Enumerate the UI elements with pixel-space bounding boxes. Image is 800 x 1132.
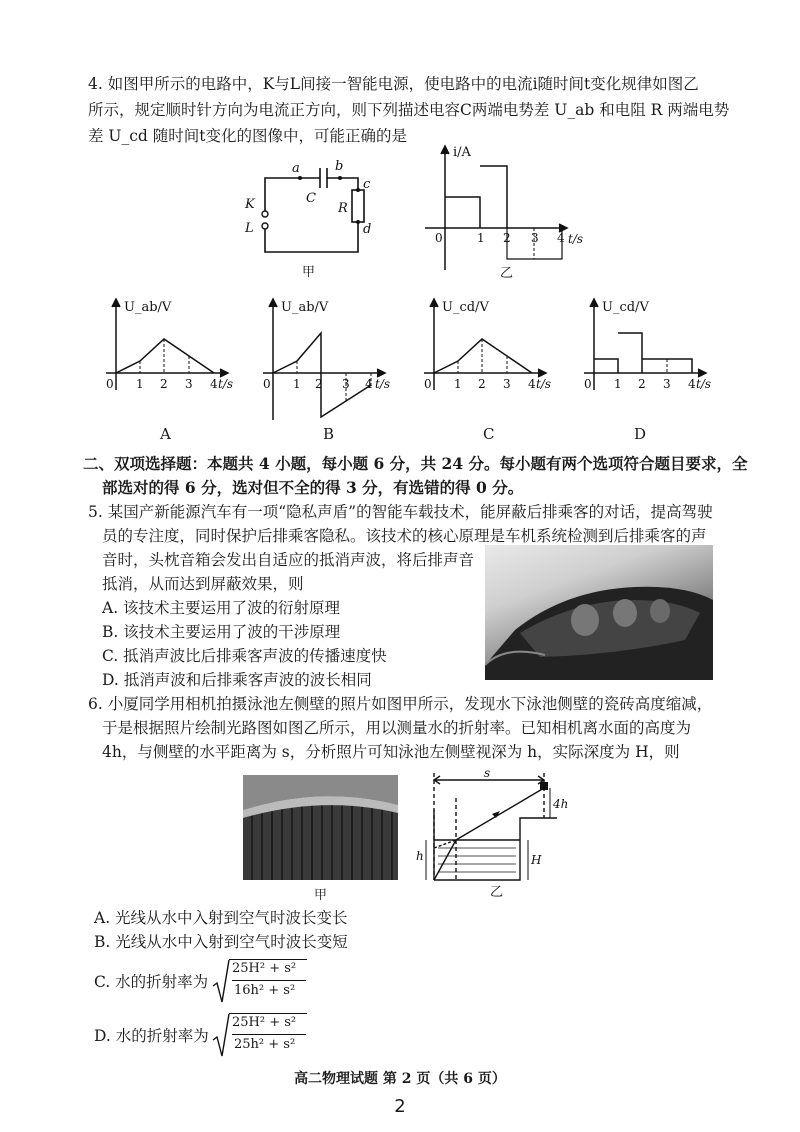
option-d-letter: D <box>634 425 647 443</box>
label-L: L <box>245 221 254 236</box>
q4-line-1: 4. 如图甲所示的电路中，K与L间接一智能电源，使电路中的电流i随时间t变化规律如图乙 <box>88 75 699 93</box>
option-b-letter: B <box>323 425 335 443</box>
option-d-graph <box>576 295 726 395</box>
caption-yi: 乙 <box>500 266 514 280</box>
q6-option-c-prefix: C. 水的折射率为 <box>94 973 209 991</box>
label-s: s <box>484 768 491 780</box>
circuit-diagram <box>230 150 390 280</box>
q5-line-3: 音时，头枕音箱会发出自适应的抵消声波，将后排声音 <box>102 551 475 569</box>
q6-option-d-radical-bar <box>229 1013 307 1014</box>
q5-line-4: 抵消，从而达到屏蔽效果，则 <box>102 575 304 593</box>
q6-line-1: 6. 小厦同学用相机拍摄泳池左侧壁的照片如图甲所示，发现水下泳池侧壁的瓷砖高度缩减， <box>88 695 713 713</box>
label-c: c <box>363 177 371 192</box>
option-d-tick-3: 3 <box>663 377 671 391</box>
q6-option-c-radical-bar <box>229 959 307 960</box>
label-h: h <box>416 849 424 863</box>
diagram-caption: 乙 <box>490 885 504 898</box>
option-a-letter: A <box>160 425 171 443</box>
option-b-tick-0: 0 <box>263 377 271 391</box>
section2-line-2: 部选对的得 6 分，选对但不全的得 3 分，有选错的得 0 分。 <box>102 478 524 497</box>
label-a: a <box>292 161 300 176</box>
option-d-ylabel: U_cd/V <box>602 300 649 315</box>
q6-option-c-numerator: 25H² + s² <box>232 961 297 976</box>
q5-option-b: B. 该技术主要运用了波的干涉原理 <box>102 623 341 641</box>
option-a-xlabel: t/s <box>218 377 234 391</box>
tick-3: 3 <box>531 231 539 245</box>
graph-i-ylabel: i/A <box>453 145 471 160</box>
q5-line-2: 员的专注度，同时保护后排乘客隐私。该技术的核心原理是车机系统检测到后排乘客的声 <box>102 527 707 545</box>
light-path-diagram <box>412 768 582 898</box>
q6-option-c-denominator: 16h² + s² <box>234 983 296 998</box>
sqrt-icon <box>212 958 230 1006</box>
option-b-tick-3: 3 <box>342 377 350 391</box>
option-a-tick-3: 3 <box>185 377 193 391</box>
option-b-tick-1: 1 <box>293 377 301 391</box>
option-c-tick-0: 0 <box>424 377 432 391</box>
option-a-tick-4: 4 <box>210 377 218 391</box>
option-c-letter: C <box>483 425 495 443</box>
option-a-tick-2: 2 <box>160 377 168 391</box>
pool-photo-caption: 甲 <box>314 888 328 903</box>
car-photo <box>485 545 713 680</box>
option-c-xlabel: t/s <box>536 377 552 391</box>
tick-2: 2 <box>503 231 511 245</box>
option-b-ylabel: U_ab/V <box>281 300 329 315</box>
option-c-ylabel: U_cd/V <box>442 300 489 315</box>
option-b-graph <box>255 295 405 425</box>
label-4h: 4h <box>553 797 569 811</box>
option-b-tick-4: 4 <box>365 377 373 391</box>
q6-option-d-fraction-bar <box>232 1034 306 1035</box>
label-capacitor: C <box>306 191 316 206</box>
option-c-graph <box>416 295 566 395</box>
page-footer: 高二物理试题 第 2 页（共 6 页） <box>294 1071 506 1087</box>
q5-option-d: D. 抵消声波和后排乘客声波的波长相同 <box>102 671 372 689</box>
section2-line-1: 二、双项选择题：本题共 4 小题，每小题 6 分，共 24 分。每小题有两个选项符合题目要求，全 <box>83 454 748 473</box>
q6-line-2: 于是根据照片绘制光路图如图乙所示，用以测量水的折射率。已知相机离水面的高度为 <box>102 719 692 737</box>
option-a-tick-0: 0 <box>106 377 114 391</box>
q6-option-c-fraction-bar <box>232 980 306 981</box>
q5-option-a: A. 该技术主要运用了波的衍射原理 <box>102 599 341 617</box>
option-a-tick-1: 1 <box>136 377 144 391</box>
q6-option-d-denominator: 25h² + s² <box>234 1037 296 1052</box>
option-a-graph <box>98 295 248 395</box>
tick-4: 4 <box>557 231 565 245</box>
option-d-tick-0: 0 <box>584 377 592 391</box>
q6-option-a: A. 光线从水中入射到空气时波长变长 <box>94 909 348 927</box>
q4-line-3: 差 U_cd 随时间t变化的图像中，可能正确的是 <box>88 127 408 145</box>
label-K: K <box>245 197 255 212</box>
option-c-tick-2: 2 <box>478 377 486 391</box>
tick-1: 1 <box>477 231 485 245</box>
label-H: H <box>531 853 542 867</box>
option-d-tick-2: 2 <box>638 377 646 391</box>
option-c-tick-1: 1 <box>454 377 462 391</box>
graph-i-xlabel: t/s <box>568 232 584 246</box>
q5-line-1: 5. 某国产新能源汽车有一项“隐私声盾”的智能车载技术，能屏蔽后排乘客的对话，提高驾驶 <box>88 503 713 521</box>
option-c-tick-4: 4 <box>528 377 536 391</box>
page-number: 2 <box>394 1096 406 1117</box>
option-b-tick-2: 2 <box>315 377 323 391</box>
q6-option-d-numerator: 25H² + s² <box>232 1015 297 1030</box>
option-d-tick-1: 1 <box>614 377 622 391</box>
q4-line-2: 所示，规定顺时针方向为电流正方向，则下列描述电容C两端电势差 U_ab 和电阻 R 两端电势 <box>88 101 730 119</box>
sqrt-icon <box>212 1012 230 1060</box>
current-graph <box>415 140 595 280</box>
pool-photo <box>243 775 398 880</box>
label-resistor: R <box>338 201 348 216</box>
label-d: d <box>363 222 372 237</box>
option-b-xlabel: t/s <box>375 377 391 391</box>
option-c-tick-3: 3 <box>503 377 511 391</box>
tick-0: 0 <box>435 231 443 245</box>
option-d-xlabel: t/s <box>696 377 712 391</box>
label-b: b <box>335 159 344 174</box>
q6-option-b: B. 光线从水中入射到空气时波长变短 <box>94 933 348 951</box>
option-a-ylabel: U_ab/V <box>124 300 172 315</box>
q6-line-3: 4h，与侧壁的水平距离为 s，分析照片可知泳池左侧壁视深为 h，实际深度为 H，则 <box>102 743 680 761</box>
q6-option-d-prefix: D. 水的折射率为 <box>94 1027 209 1045</box>
caption-jia: 甲 <box>302 265 316 280</box>
q5-option-c: C. 抵消声波比后排乘客声波的传播速度快 <box>102 647 387 665</box>
option-d-tick-4: 4 <box>688 377 696 391</box>
